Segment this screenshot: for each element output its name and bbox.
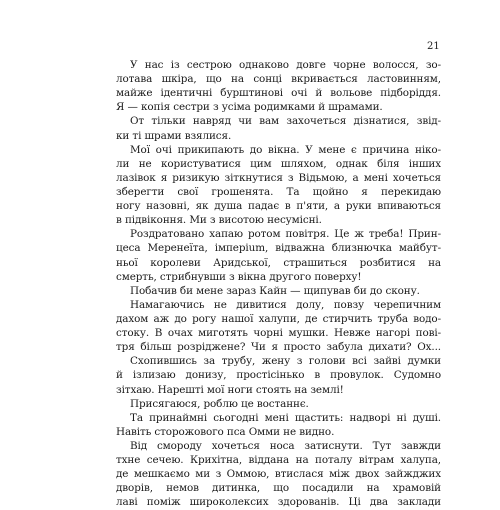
text-line: ногу назовні, як душа падає в п'яти, а руки впиваються [116,200,441,213]
text-line: тря більш розріджене? Чи я просто забула дихати? Ох... [116,341,441,354]
text-line: зберегти свої грошенята. Та щойно я перекидаю [116,185,441,198]
text-line: ли не користуватися цим шляхом, однак біля інших [116,157,441,170]
text-line: Та принаймні сьогодні мені щастить: надворі ні душі. [130,411,441,424]
text-line: й ізлизаю донизу, простісінько в провулок. Судомно [116,369,441,382]
text-line: дворів, немов дитинка, що посадили на храмовій [116,482,441,495]
text-line: цеса Меренеїта, імперium, відважна близнючка майбут- [116,242,441,255]
text-line: в підвіконня. Ми з висотою несумісні. [116,214,322,227]
text-line: Навіть сторожового пса Омми не видно. [116,425,335,438]
text-line: зітхаю. Нарешті мої ноги стоять на землі! [116,383,344,396]
text-line: Роздратовано хапаю ротом повітря. Це ж треба! Прин- [130,228,441,241]
text-line: У нас із сестрою однаково довге чорне волосся, зо- [130,59,441,71]
text-line: Присягаюся, роблю це востаннє. [130,397,309,410]
text-line: Намагаючись не дивитися долу, повзу черепичним [130,298,441,311]
text-line: лазівок я ризикую зіткнутися з Відьмою, а мені хочеться [116,171,441,184]
text-line: ньої королеви Аридської, страшиться розбитися на [116,256,441,269]
text-line: Побачив би мене зараз Кайн — щипував би до скону. [130,284,420,297]
text-line: ки ті шрами взялися. [116,129,232,142]
text-line: майже ідентичні бурштинові очі й вольове підборіддя. [116,87,441,100]
text-line: Схопившись за трубу, жену з голови всі зайві думки [130,355,441,368]
text-line: дахом аж до рогу нашої халупи, де стирчить труба водо- [116,312,441,325]
body-text [116,58,441,510]
text-line: тхне сечею. Крихітна, віддана на поталу вітрам халупа, [116,454,441,467]
text-line: Мої очі прикипають до вікна. У мене є причина ніко- [130,143,441,156]
text-line: лотава шкіра, що на сонці вкривається ластовинням, [116,73,441,86]
text-line: смерть, стрибнувши з вікна другого поверху! [116,270,362,283]
text-line: стоку. В очах миготять чорні мушки. Невже нагорі пові- [116,327,441,340]
text-line: Я — копія сестри з усіма родимками й шрамами. [116,101,383,114]
text-line: лаві поміж широколексих здорованів. Ці два заклади [116,496,441,509]
page-number: 21 [427,41,440,52]
text-line: От тільки навряд чи вам захочеться дізнатися, звід- [130,115,441,128]
text-line: Від смороду хочеться носа затиснути. Тут завжди [130,439,441,452]
text-line: де мешкаємо ми з Оммою, втислася між двох зайжджих [116,468,441,481]
